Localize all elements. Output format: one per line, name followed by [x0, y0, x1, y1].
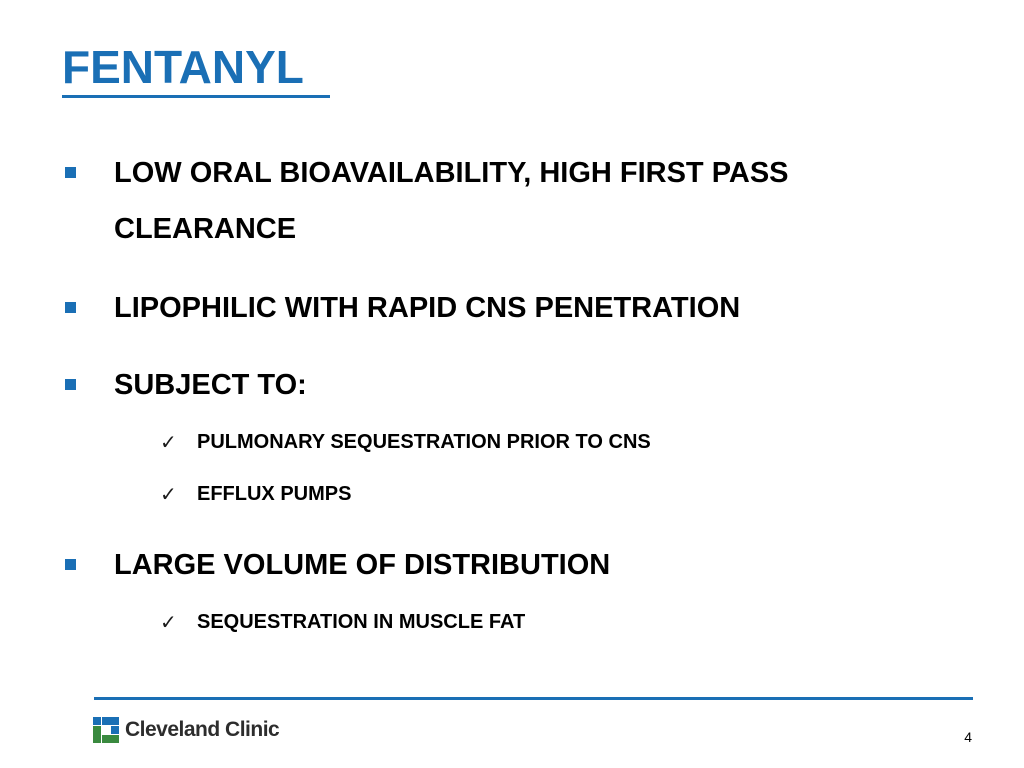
checkmark-icon: ✓ — [160, 610, 177, 634]
sub-bullet-text: PULMONARY SEQUESTRATION PRIOR TO CNS — [197, 431, 651, 453]
cleveland-clinic-logo — [93, 714, 279, 746]
slide-title: FENTANYL — [62, 41, 304, 93]
bullet-item — [65, 537, 905, 593]
page-number: 4 — [964, 729, 972, 745]
bullet-item — [65, 280, 905, 336]
bullet-text: SUBJECT TO: — [114, 369, 307, 401]
bullet-text: LIPOPHILIC WITH RAPID CNS PENETRATION — [114, 292, 741, 324]
sub-bullet-text: EFFLUX PUMPS — [197, 483, 352, 505]
bullet-text: LOW ORAL BIOAVAILABILITY, HIGH FIRST PASS — [114, 157, 789, 189]
sub-bullet-item — [160, 480, 860, 508]
square-bullet-icon — [65, 302, 76, 313]
bullet-text: LARGE VOLUME OF DISTRIBUTION — [114, 549, 611, 581]
bullet-text-continued: CLEARANCE — [114, 213, 297, 245]
square-bullet-icon — [65, 559, 76, 570]
checkmark-icon: ✓ — [160, 430, 177, 454]
checkmark-icon: ✓ — [160, 482, 177, 506]
logo-wordmark: Cleveland Clinic — [125, 718, 280, 741]
cleveland-clinic-logo-icon — [93, 717, 119, 743]
bullet-item — [65, 145, 905, 257]
footer-rule — [94, 697, 973, 700]
bullet-item — [65, 357, 905, 413]
square-bullet-icon — [65, 167, 76, 178]
sub-bullet-text: SEQUESTRATION IN MUSCLE FAT — [197, 611, 526, 633]
sub-bullet-item — [160, 428, 860, 456]
sub-bullet-item — [160, 608, 860, 636]
title-underline — [62, 95, 330, 98]
square-bullet-icon — [65, 379, 76, 390]
